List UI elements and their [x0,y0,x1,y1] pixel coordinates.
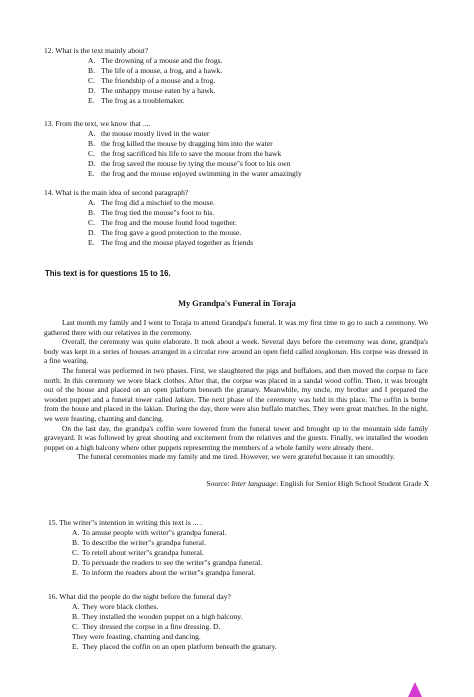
option-a: A. To amuse people with writer"s grandpa funeral. [72,528,227,537]
option-c: C. The frog and the mouse found food together. [88,218,237,227]
option-a: A. the mouse mostly lived in the water [88,129,210,138]
option-b: B. To describe the writer"s grandpa funeral. [72,538,207,547]
option-e: E. The frog as a troublemaker. [88,96,185,105]
paragraph-3: The funeral was performed in two phases. First, we slaughtered the pigs and buffaloes, and then moved the corpse to face north. In this ceremony we wore black clothes. After that, the corpse was placed in a sandal wood coffin. Then, it was brought out of the house and placed on an open platform beneath the granary. Meanwhile, my uncle, my brother and I prepared the wooden puppet and a funeral tower called lakian. The next phase of the ceremony was held in this place. The coffin is borne from the house and placed in the lakian. During the day, there were also buffalo matches. They were great matches. In the night, we were feasting, chanting and dancing. [44,365,428,423]
option-d: D. To persuade the readers to see the writer"s grandpa funeral. [72,558,263,567]
question-stem: 16. What did the people do the night before the funeral day? [48,592,231,601]
question-14 [44,188,253,248]
option-c: C. They dressed the corpse in a fine dressing. D. [72,622,221,631]
paragraph-4: On the last day, the grandpa's coffin were lowered from the funeral tower and brought up to the mountain side family graveyard. It was followed by great shouting and excitement from the relatives and the guests. Finally, we installed the wooden puppet on a high balcony where other puppets representing the members of a whole family were already there. [44,423,428,452]
option-d: D. The frog gave a good protection to the mouse. [88,228,242,237]
question-stem: 13. From the text, we know that .... [44,119,151,128]
option-d: D. the frog saved the mouse by tying the mouse"s foot to his own [88,159,291,168]
option-a: A. They wore black clothes. [72,602,159,611]
option-a: A. The frog did a mischief to the mouse. [88,198,215,207]
question-15 [48,518,262,578]
option-a: A. The drowning of a mouse and the frogs. [88,56,223,65]
option-c: C. To retell about writer"s grandpa funeral. [72,548,204,557]
question-stem: 15. The writer"s intention in writing this text is ... . [48,518,203,527]
brand-logo-icon [404,682,426,697]
question-13 [44,119,302,179]
question-12 [44,46,222,106]
option-e: E. They placed the coffin on an open platform beneath the granary. [72,642,277,651]
option-c: C. the frog sacrificed his life to save the mouse from the hawk [88,149,282,158]
option-b: B. They installed the wooden puppet on a high balcony. [72,612,243,621]
paragraph-1: Last month my family and I went to Toraja to attend Grandpa's funeral. It was my first time to go to such a ceremony. We gathered there with our relatives in the ceremony. [44,318,428,337]
source-citation: Source: Inter language: English for Senior High School Student Grade X [206,479,429,488]
option-e: E. the frog and the mouse enjoyed swimming in the water amazingly [88,169,302,178]
question-16 [48,592,277,652]
question-stem: 12. What is the text mainly about? [44,46,149,55]
option-c: C. The friendship of a mouse and a frog. [88,76,216,85]
term-lakian: lakian [175,394,194,404]
question-stem: 14. What is the main idea of second paragraph? [44,188,189,197]
section-intro: This text is for questions 15 to 16. [45,269,171,278]
option-e: E. The frog and the mouse played together as friends [88,238,254,247]
option-b: B. The life of a mouse, a frog, and a hawk. [88,66,223,75]
option-d: D. The unhappy mouse eaten by a hawk. [88,86,216,95]
paragraph-5: The funeral ceremonies made my family and me tired. However, we were grateful because it ran smoothly. [77,452,395,462]
option-e: E. To inform the readers about the writer"s grandpa funeral. [72,568,256,577]
reading-passage [44,318,428,462]
option-b: B. The frog tied the mouse"s foot to his. [88,208,215,217]
term-tongkonan: tongkonan [315,346,347,356]
passage-title: My Grandpa's Funeral in Toraja [178,299,296,308]
option-b: B. the frog killed the mouse by dragging him into the water [88,139,273,148]
paragraph-2: Overall, the ceremony was quite elaborate. It took about a week. Several days before the ceremony was done, grandpa's body was kept in a series of houses arranged in a circular row around an open field called tongkonan. His corpse was dressed in a fine wearing. [44,337,428,366]
option-d-text: They were feasting, chanting and dancing. [72,632,201,641]
